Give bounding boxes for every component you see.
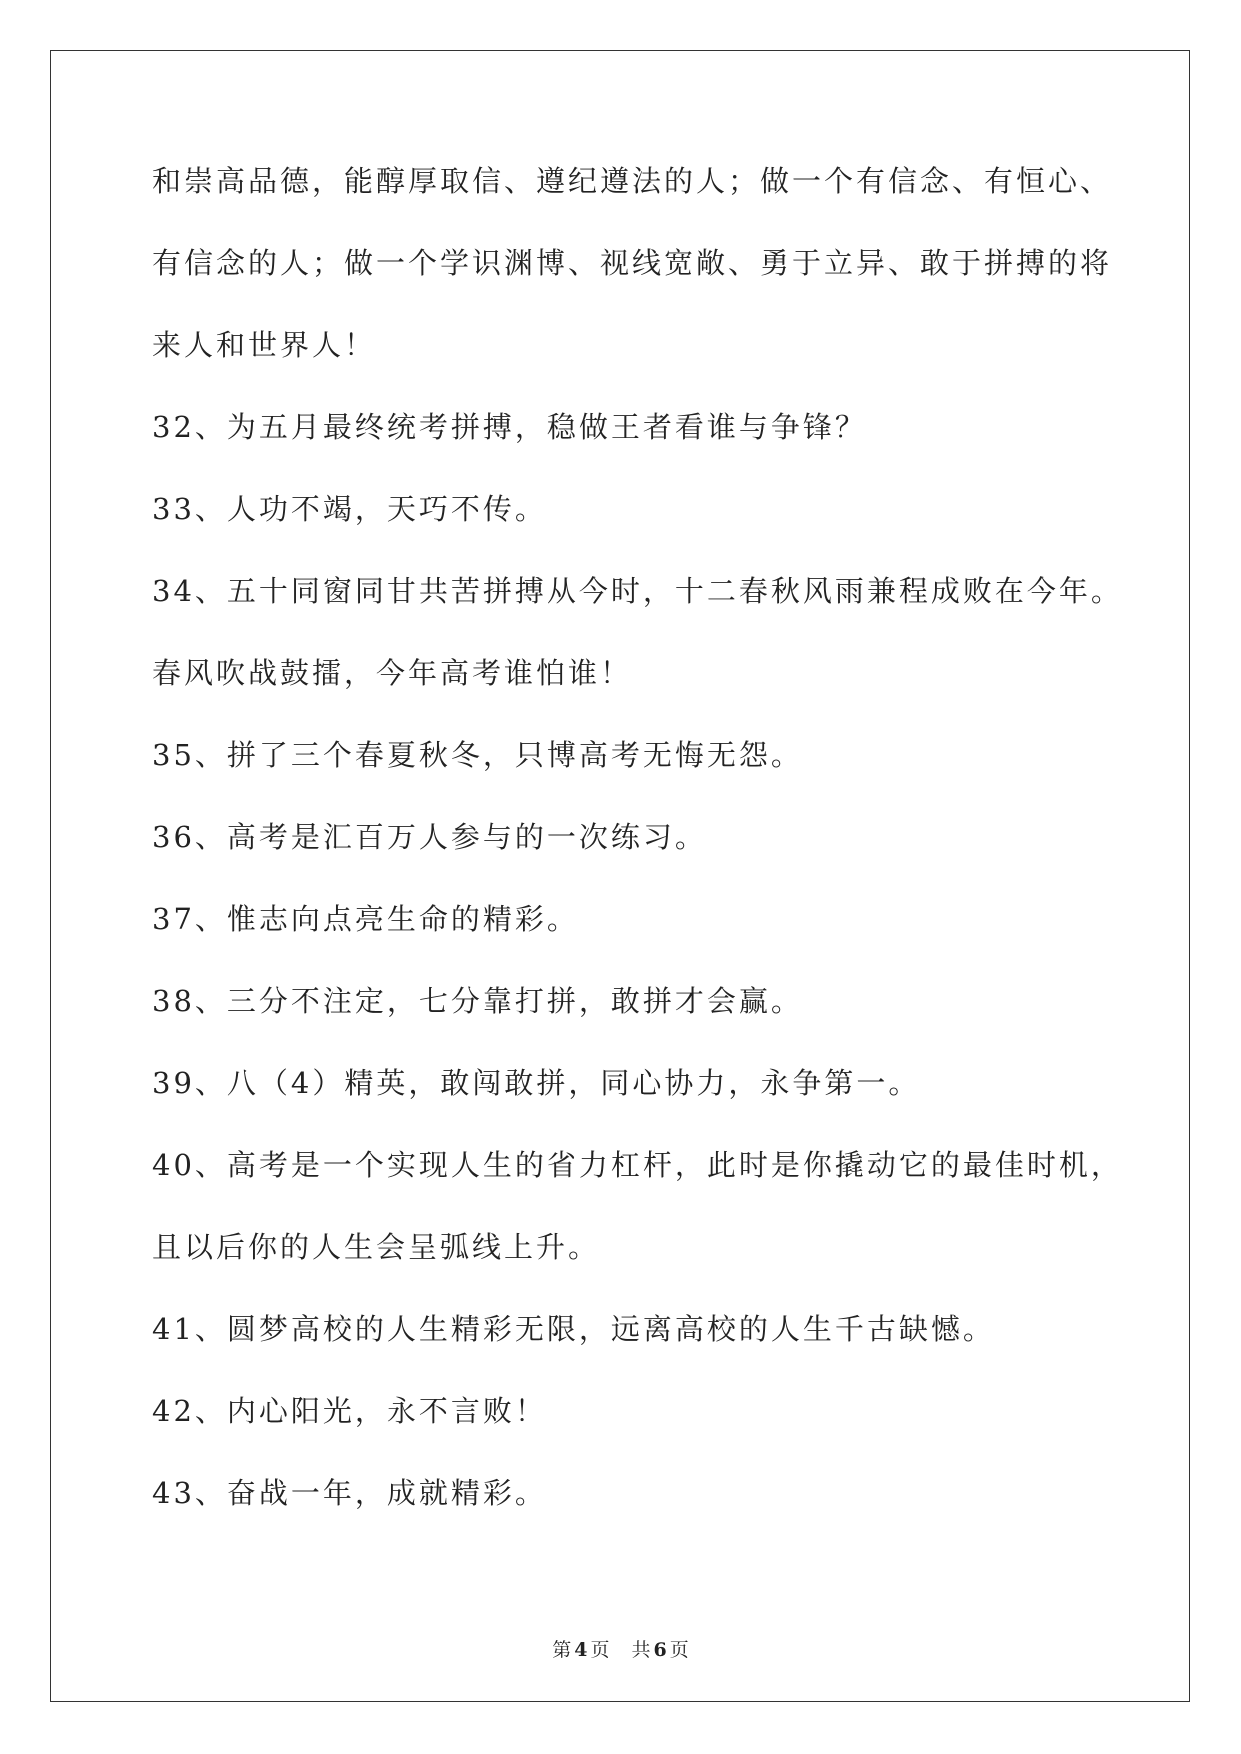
text-line: 42、内心阳光，永不言败！ (152, 1394, 547, 1428)
text-line: 38、三分不注定，七分靠打拼，敢拼才会赢。 (152, 984, 803, 1018)
footer-total-suffix: 页 (669, 1639, 689, 1661)
text-line: 37、惟志向点亮生命的精彩。 (152, 902, 579, 936)
text-line: 和崇高品德，能醇厚取信、遵纪遵法的人；做一个有信念、有恒心、 (152, 164, 1113, 198)
page-footer (0, 1635, 1241, 1662)
current-page-number: 4 (574, 1639, 588, 1661)
total-pages-number: 6 (653, 1639, 667, 1661)
text-line: 32、为五月最终统考拼搏，稳做王者看谁与争锋？ (152, 410, 867, 444)
text-line: 39、八（4）精英，敢闯敢拼，同心协力，永争第一。 (152, 1066, 921, 1100)
text-line: 43、奋战一年，成就精彩。 (152, 1476, 547, 1510)
text-line: 33、人功不竭，天巧不传。 (152, 492, 547, 526)
text-line: 春风吹战鼓擂，今年高考谁怕谁！ (152, 656, 633, 690)
text-line: 36、高考是汇百万人参与的一次练习。 (152, 820, 707, 854)
text-line: 34、五十同窗同甘共苦拼搏从今时，十二春秋风雨兼程成败在今年。 (152, 574, 1123, 608)
footer-prefix: 第 (552, 1639, 572, 1661)
text-line: 41、圆梦高校的人生精彩无限，远离高校的人生千古缺憾。 (152, 1312, 995, 1346)
text-line: 有信念的人；做一个学识渊博、视线宽敞、勇于立异、敢于拼搏的将 (152, 246, 1113, 280)
text-line: 来人和世界人！ (152, 328, 377, 362)
text-line: 35、拼了三个春夏秋冬，只博高考无悔无怨。 (152, 738, 803, 772)
text-line: 40、高考是一个实现人生的省力杠杆，此时是你撬动它的最佳时机， (152, 1148, 1123, 1182)
footer-page-suffix: 页 (590, 1639, 610, 1661)
footer-total-prefix: 共 (631, 1639, 651, 1661)
text-line: 且以后你的人生会呈弧线上升。 (152, 1230, 601, 1264)
document-body (152, 140, 1123, 1534)
